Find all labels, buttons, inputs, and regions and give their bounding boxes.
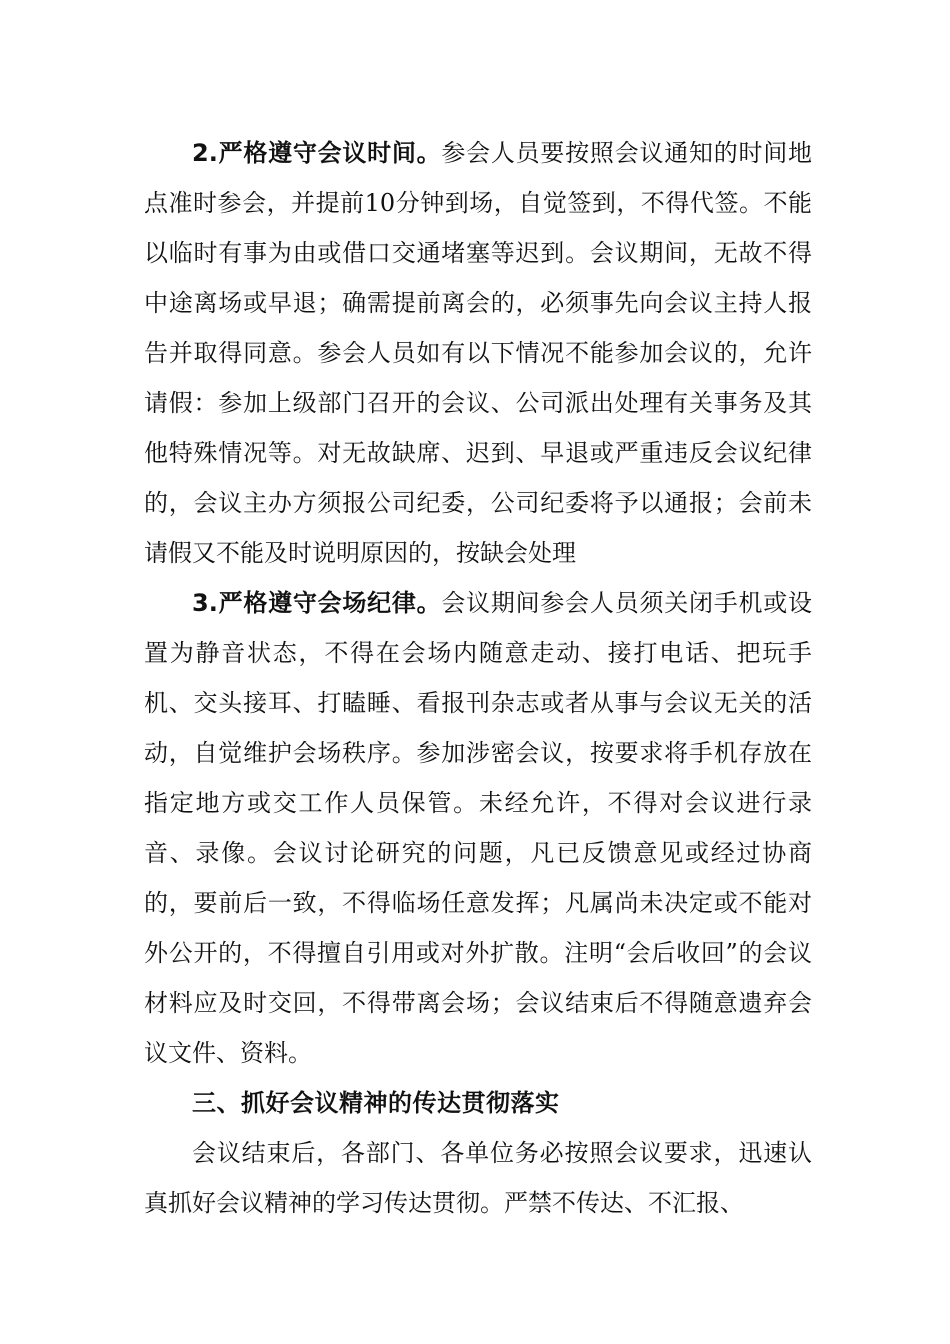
paragraph-implementation: 会议结束后，各部门、各单位务必按照会议要求，迅速认真抓好会议精神的学习传达贯彻。严禁不传达、不汇报、 [144,1139,812,1217]
section-heading: 三、抓好会议精神的传达贯彻落实 [192,1089,560,1117]
document-body [144,128,812,1228]
paragraph-lead: 3.严格遵守会场纪律。 [192,589,442,617]
paragraph-text: 会议期间参会人员须关闭手机或设置为静音状态，不得在会场内随意走动、接打电话、把玩手机、交头接耳、打瞌睡、看报刊杂志或者从事与会议无关的活动，自觉维护会场秩序。参加涉密会议，按要求将手机存放在指定地方或交工作人员保管。未经允许，不得对会议进行录音、录像。会议讨论研究的问题，凡已反馈意见或经过协商的，要前后一致，不得临场任意发挥；凡属尚未决定或不能对外公开的，不得擅自引用或对外扩散。注明“会后收回”的会议材料应及时交回，不得带离会场；会议结束后不得随意遗弃会议文件、资料。 [144,589,812,1067]
paragraph-meeting-time [144,128,812,578]
paragraph-lead: 2.严格遵守会议时间。 [192,139,442,167]
paragraph-venue-discipline [144,578,812,1078]
paragraph-text: 参会人员要按照会议通知的时间地点准时参会，并提前10分钟到场，自觉签到，不得代签。不能以临时有事为由或借口交通堵塞等迟到。会议期间，无故不得中途离场或早退；确需提前离会的，必须事先向会议主持人报告并取得同意。参会人员如有以下情况不能参加会议的，允许请假：参加上级部门召开的会议、公司派出处理有关事务及其他特殊情况等。对无故缺席、迟到、早退或严重违反会议纪律的，会议主办方须报公司纪委，公司纪委将予以通报；会前未请假又不能及时说明原因的，按缺会处理 [144,139,812,567]
